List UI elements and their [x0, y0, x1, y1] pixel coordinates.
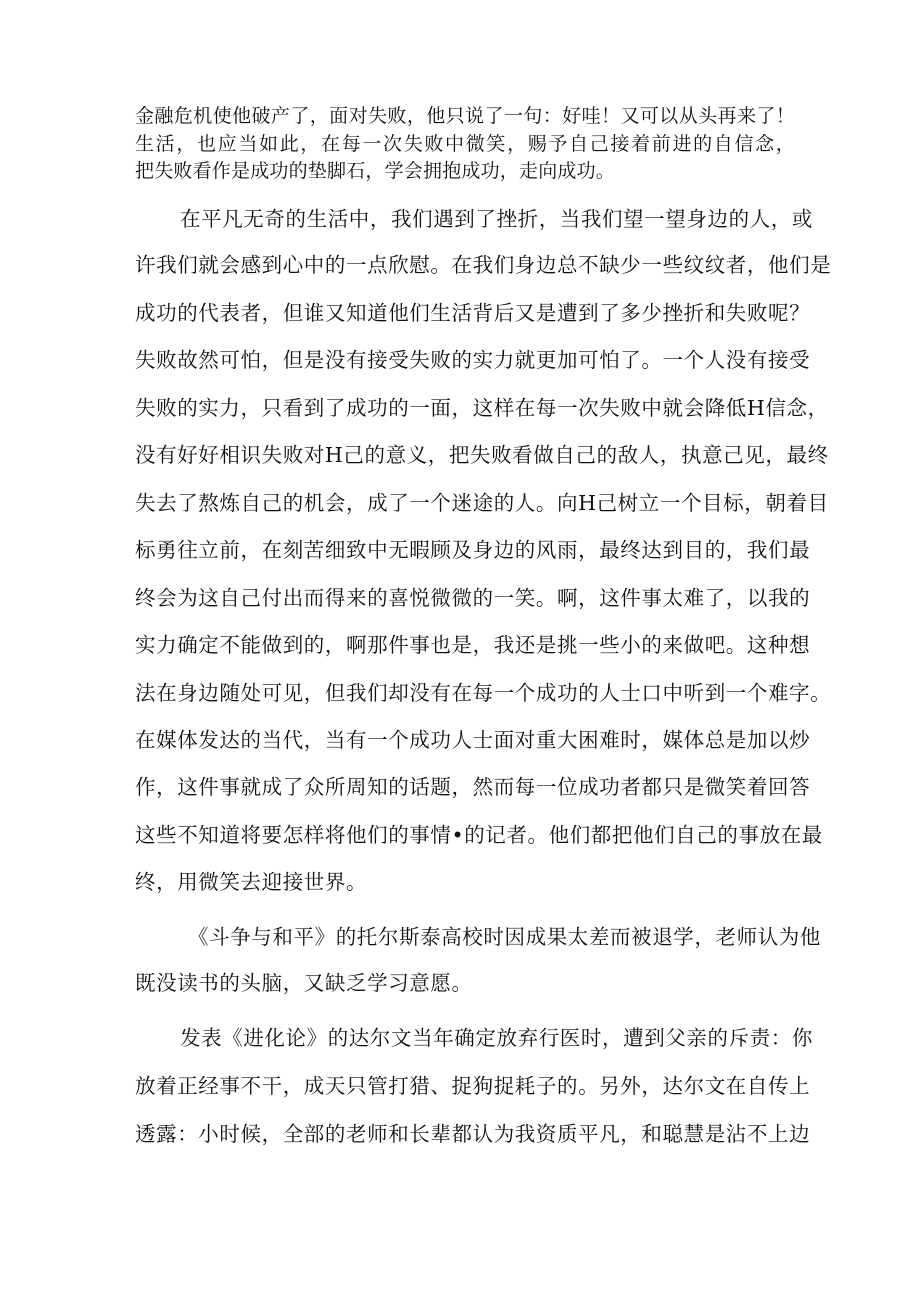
paragraph-2-line-8: 标勇往立前，在刻苦细致中无暇顾及身边的风雨，最终达到目的，我们最: [135, 538, 811, 562]
paragraph-1-line-2: 生活，也应当如此，在每一次失败中微笑，赐予自己接着前进的自信念，: [135, 133, 795, 155]
paragraph-2-line-1: 在平凡无奇的生活中，我们遇到了挫折，当我们望一望身边的人，或: [180, 207, 813, 231]
paragraph-2-line-2: 许我们就会感到心中的一点欣慰。在我们身边总不缺少一些纹纹者，他们是: [135, 253, 832, 277]
paragraph-2-line-7: 失去了熬炼自己的机会，成了一个迷途的人。向H己树立一个目标，朝着目: [135, 491, 829, 515]
paragraph-2-line-6: 没有好好相识失败对H己的意义，把失败看做自己的敌人，执意己见，最终: [135, 443, 829, 467]
paragraph-3-line-1: 《斗争与和平》的托尔斯泰高校时因成果太差而被退学，老师认为他: [188, 925, 821, 949]
paragraph-2-line-14: 这些不知道将要怎样将他们的事情•的记者。他们都把他们自己的事放在最: [135, 823, 823, 847]
paragraph-2-line-10: 实力确定不能做到的，啊那件事也是，我还是挑一些小的来做吧。这种想: [135, 633, 811, 657]
paragraph-3-line-2: 既没读书的头脑，又缺乏学习意愿。: [135, 971, 473, 995]
paragraph-2-line-11: 法在身边随处可见，但我们却没有在每一个成功的人士口中听到一个难字。: [135, 681, 832, 705]
paragraph-1-line-3: 把失败看作是成功的垫脚石，学会拥抱成功，走向成功。: [135, 160, 616, 182]
paragraph-2-line-13: 作，这件事就成了众所周知的话题，然而每一位成功者都只是微笑着回答: [135, 775, 811, 799]
paragraph-2-line-12: 在媒体发达的当代，当有一个成功人士面对重大困难时，媒体总是加以炒: [135, 728, 811, 752]
paragraph-4-line-2: 放着正经事不干，成天只管打猎、捉狗捉耗子的。另外，达尔文在自传上: [135, 1074, 811, 1098]
paragraph-2-line-4: 失败故然可怕，但是没有接受失败的实力就更加可怕了。一个人没有接受: [135, 348, 811, 372]
paragraph-2-line-9: 终会为这自己付出而得来的喜悦微微的一笑。啊，这件事太难了，以我的: [135, 586, 811, 610]
paragraph-2-line-15: 终，用微笑去迎接世界。: [135, 870, 368, 894]
paragraph-4-line-1: 发表《进化论》的达尔文当年确定放弃行医时，遭到父亲的斥责：你: [180, 1026, 813, 1050]
paragraph-2-line-5: 失败的实力，只看到了成功的一面，这样在每一次失败中就会降低H信念，: [135, 396, 829, 420]
paragraph-2-line-3: 成功的代表者，但谁又知道他们生活背后又是遭到了多少挫折和失败呢？: [135, 301, 811, 325]
paragraph-4-line-3: 透露：小时候，全部的老师和长辈都认为我资质平凡，和聪慧是沾不上边: [135, 1122, 811, 1146]
paragraph-1-line-1: 金融危机使他破产了，面对失败，他只说了一句：好哇！又可以从头再来了！: [135, 105, 795, 127]
